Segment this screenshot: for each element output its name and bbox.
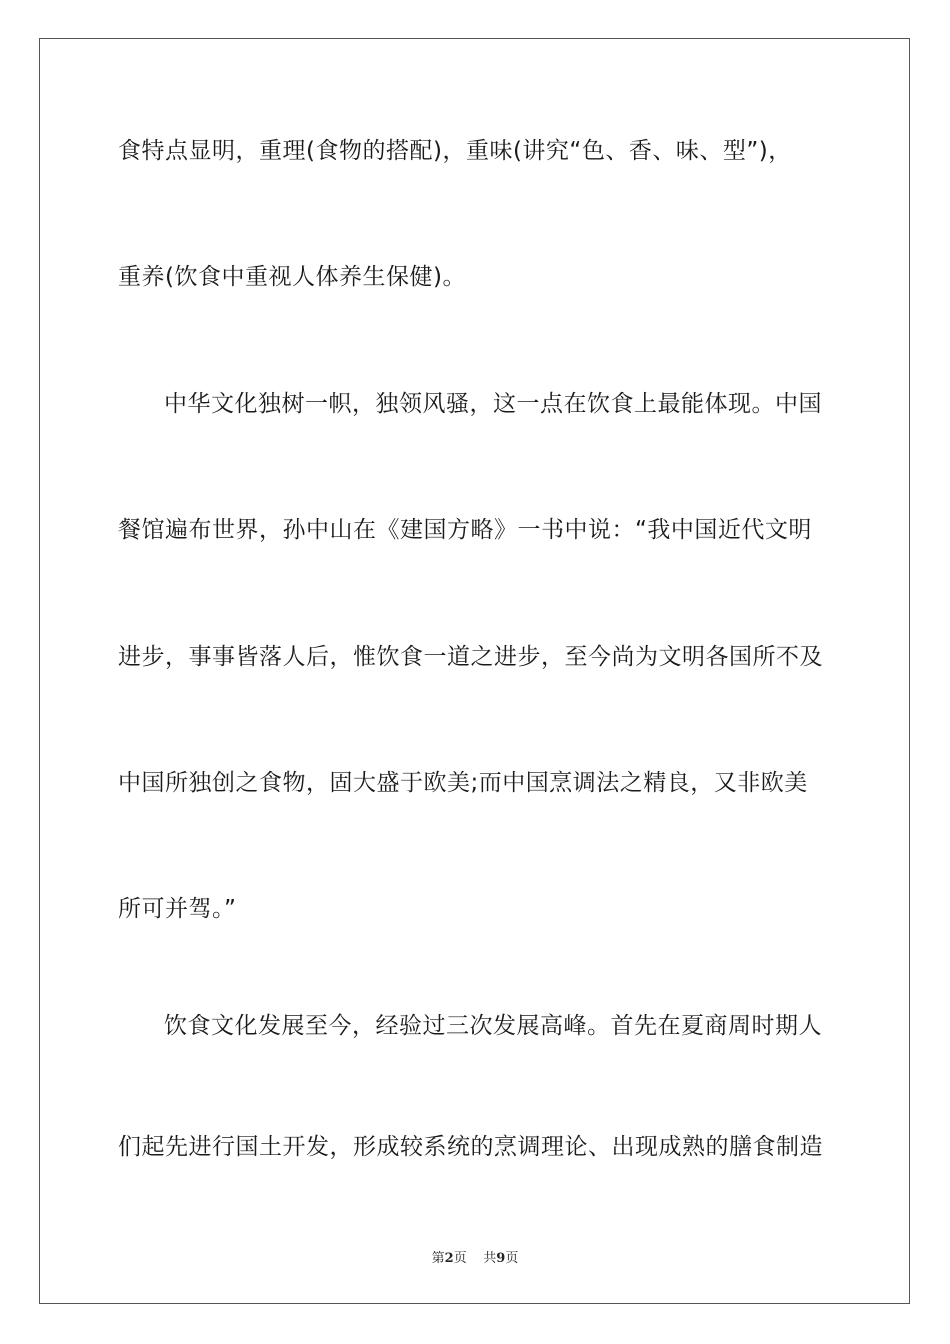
body-text-line-9: 们起先进行国土开发，形成较系统的烹调理论、出现成熟的膳食制造 [118,1134,823,1160]
body-text-line-3: 中华文化独树一帜，独领风骚，这一点在饮食上最能体现。中国 [164,391,822,417]
total-pages: 9 [496,1251,506,1266]
body-text-line-6: 中国所独创之食物，固大盛于欧美;而中国烹调法之精良，又非欧美 [118,770,808,796]
total-suffix: 页 [505,1251,519,1266]
body-text-line-7: 所可并驾。” [118,896,237,922]
body-text-line-8: 饮食文化发展至今，经验过三次发展高峰。首先在夏商周时期人 [164,1013,822,1039]
body-text-line-5: 进步，事事皆落人后，惟饮食一道之进步，至今尚为文明各国所不及 [118,644,823,670]
body-text-line-4: 餐馆遍布世界，孙中山在《建国方略》一书中说：“我中国近代文明 [118,517,812,543]
page-footer [0,1247,950,1266]
body-text-line-1: 食特点显明，重理(食物的搭配)，重味(讲究“色、香、味、型”)， [118,138,792,164]
page-suffix: 页 [453,1251,467,1266]
page-prefix: 第 [431,1251,445,1266]
total-prefix: 共 [483,1251,497,1266]
page-number: 2 [444,1251,454,1266]
body-text-line-2: 重养(饮食中重视人体养生保健)。 [118,264,466,290]
